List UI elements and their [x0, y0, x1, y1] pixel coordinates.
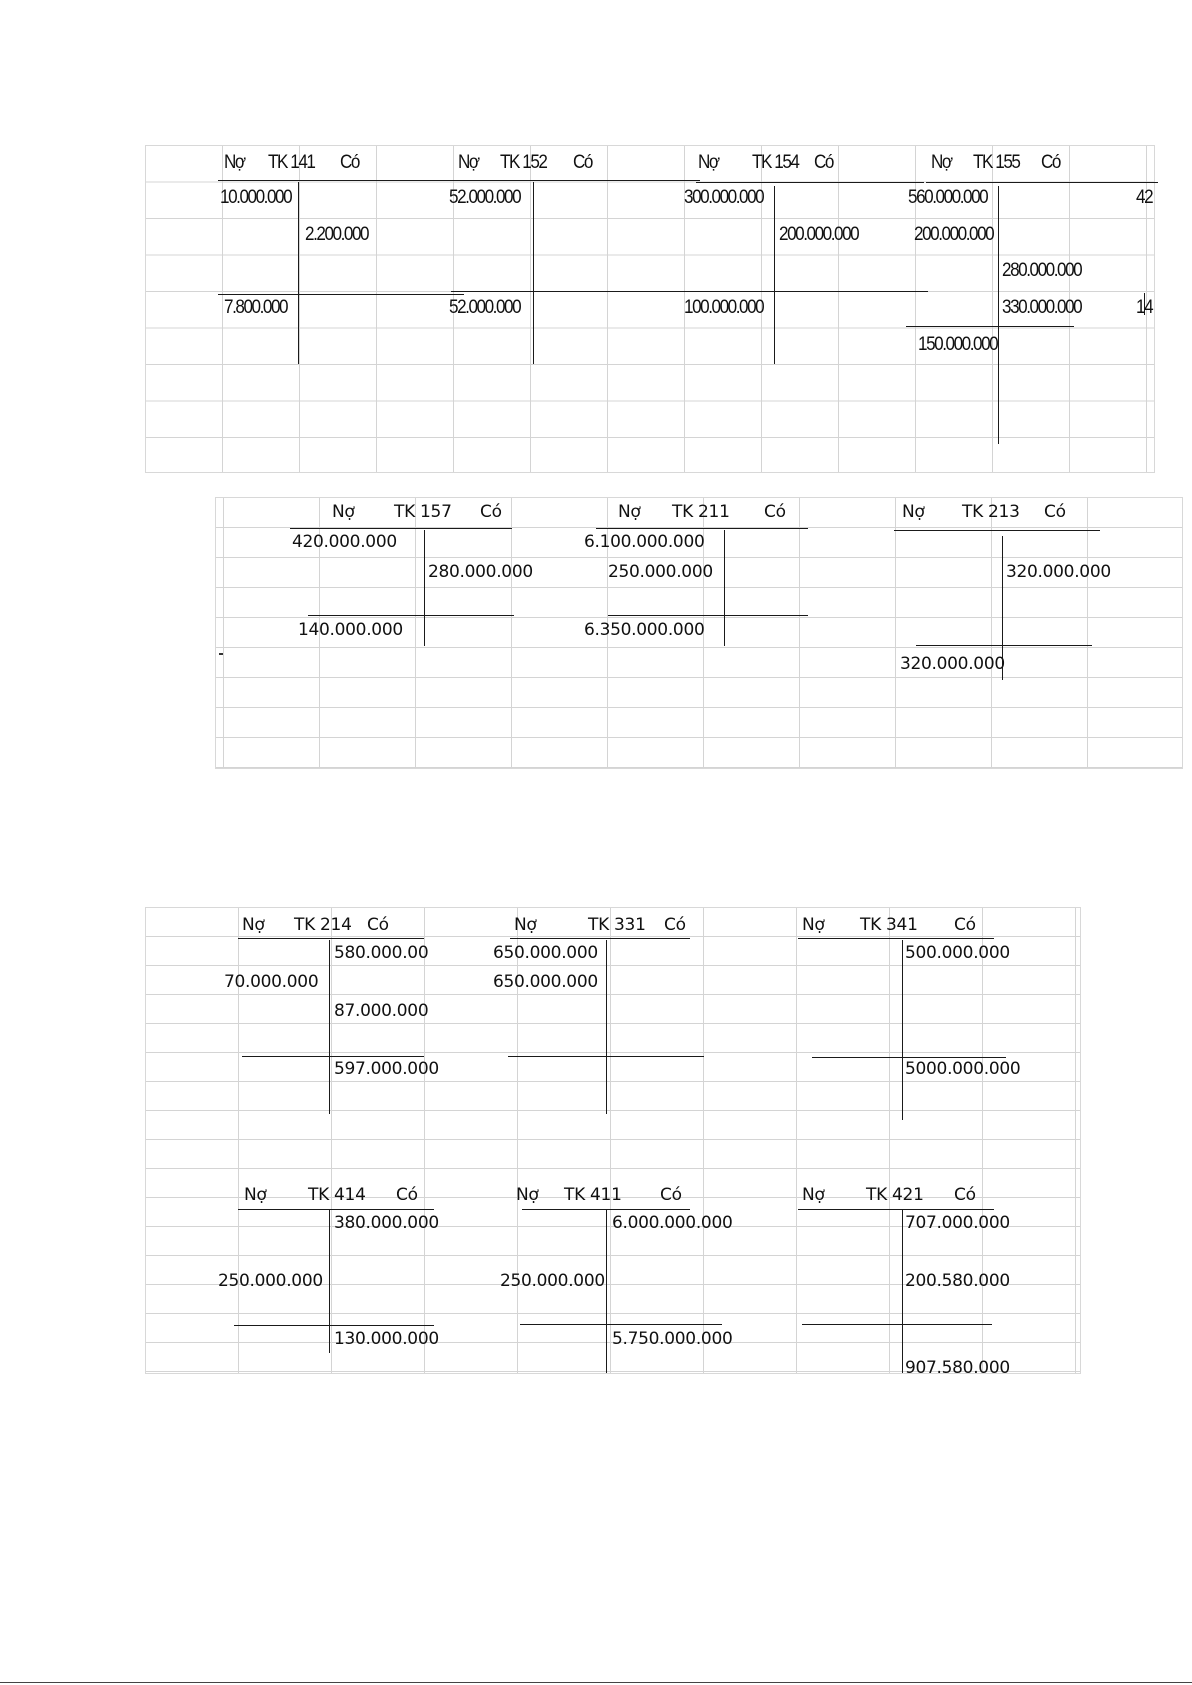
- center-rule: [606, 940, 607, 1114]
- debit-label: Nợ: [332, 502, 355, 522]
- credit-entry-clip: [426, 558, 533, 586]
- debit-entry: 200.000.000: [914, 224, 994, 245]
- balance-rule: [451, 291, 695, 292]
- account-name: TK 341: [860, 915, 918, 935]
- debit-balance: 52.000.000: [449, 297, 521, 318]
- ledger-panel-2: [215, 497, 1183, 769]
- debit-entry: 6.100.000.000: [584, 532, 705, 552]
- debit-entry: 10.000.000: [220, 187, 292, 208]
- clipped-edge-value: 14: [1136, 297, 1153, 318]
- debit-entry: 300.000.000: [684, 187, 764, 208]
- debit-balance: 6.350.000.000: [584, 620, 705, 640]
- credit-entry-clip: [779, 220, 859, 248]
- balance-rule: [234, 1325, 434, 1326]
- header-rule: [798, 1209, 994, 1210]
- debit-label: Nợ: [698, 152, 719, 173]
- debit-label: Nợ: [224, 152, 245, 173]
- credit-label: Có: [954, 915, 976, 935]
- account-name: TK 157: [394, 502, 452, 522]
- debit-label: Nợ: [931, 152, 952, 173]
- credit-label: Có: [1044, 502, 1066, 522]
- debit-balance: 150.000.000: [918, 334, 998, 355]
- debit-entry: 250.000.000: [218, 1271, 323, 1291]
- account-name: TK 211: [672, 502, 730, 522]
- credit-label: Có: [1041, 152, 1060, 173]
- credit-balance: 130.000.000: [334, 1329, 439, 1349]
- credit-balance: 5000.000.000: [905, 1059, 1021, 1079]
- balance-rule: [520, 1324, 722, 1325]
- balance-rule: [308, 615, 514, 616]
- debit-balance: 100.000.000: [684, 297, 764, 318]
- center-rule: [998, 186, 999, 444]
- debit-label: Nợ: [458, 152, 479, 173]
- balance-rule: [242, 1056, 424, 1057]
- credit-entry: 280.000.000: [428, 562, 533, 582]
- debit-entry: 250.000.000: [608, 562, 713, 582]
- header-rule: [510, 938, 690, 939]
- balance-rule: [812, 1057, 1006, 1058]
- credit-label: Có: [573, 152, 592, 173]
- credit-entry: 200.580.000: [905, 1271, 1010, 1291]
- credit-label: Có: [396, 1185, 418, 1205]
- header-rule: [596, 528, 808, 529]
- account-name: TK 155: [973, 152, 1020, 173]
- center-rule: [606, 1209, 607, 1373]
- clipped-edge-value: 42: [1136, 187, 1153, 208]
- debit-entry: 420.000.000: [292, 532, 397, 552]
- account-name: TK 331: [588, 915, 646, 935]
- credit-label: Có: [814, 152, 833, 173]
- credit-entry: 280.000.000: [1002, 260, 1082, 281]
- credit-entry: 87.000.000: [334, 1001, 429, 1021]
- credit-entry: 380.000.000: [334, 1213, 439, 1233]
- account-name: TK 421: [866, 1185, 924, 1205]
- credit-label: Có: [954, 1185, 976, 1205]
- credit-label: Có: [480, 502, 502, 522]
- ledger-panel-3: [145, 907, 1081, 1378]
- debit-label: Nợ: [514, 915, 537, 935]
- balance-rule: [906, 326, 1074, 327]
- credit-label: Có: [764, 502, 786, 522]
- balance-rule: [694, 291, 928, 292]
- debit-entry: 52.000.000: [449, 187, 521, 208]
- header-rule: [696, 182, 924, 183]
- credit-balance: 597.000.000: [334, 1059, 439, 1079]
- credit-entry: 200.000.000: [779, 224, 859, 245]
- credit-label: Có: [660, 1185, 682, 1205]
- credit-entry: 6.000.000.000: [612, 1213, 733, 1233]
- debit-label: Nợ: [244, 1185, 267, 1205]
- header-rule: [454, 180, 700, 181]
- center-rule: [774, 186, 775, 364]
- credit-label: Có: [664, 915, 686, 935]
- center-rule: [724, 530, 725, 646]
- page-bottom-rule: [0, 1682, 1192, 1683]
- account-name: TK 154: [752, 152, 799, 173]
- debit-label: Nợ: [902, 502, 925, 522]
- balance-rule: [608, 615, 808, 616]
- credit-entry: 330.000.000: [1002, 297, 1082, 318]
- header-rule: [894, 530, 1100, 531]
- credit-label: Có: [367, 915, 389, 935]
- debit-entry: 650.000.000: [493, 972, 598, 992]
- center-rule: [902, 940, 903, 1120]
- debit-balance: 7.800.000: [224, 297, 288, 318]
- balance-rule: [802, 1324, 992, 1325]
- center-rule: [902, 1209, 903, 1373]
- account-name: TK 213: [962, 502, 1020, 522]
- center-rule: [329, 1209, 330, 1353]
- debit-label: Nợ: [516, 1185, 539, 1205]
- credit-entry-clip: [1000, 292, 1082, 320]
- debit-label: Nợ: [242, 915, 265, 935]
- stray-mark: [219, 653, 223, 655]
- credit-entry: 320.000.000: [1006, 562, 1111, 582]
- account-name: TK 141: [268, 152, 315, 173]
- account-name: TK 411: [564, 1185, 622, 1205]
- credit-balance: 907.580.000: [905, 1358, 1010, 1378]
- debit-label: Nợ: [618, 502, 641, 522]
- debit-entry: 70.000.000: [224, 972, 319, 992]
- account-name: TK 152: [500, 152, 547, 173]
- balance-rule: [218, 294, 464, 295]
- credit-entry: 707.000.000: [905, 1213, 1010, 1233]
- center-rule: [298, 182, 299, 364]
- debit-label: Nợ: [802, 915, 825, 935]
- debit-entry: 560.000.000: [908, 187, 988, 208]
- header-rule: [218, 180, 456, 181]
- header-rule: [926, 182, 1158, 183]
- balance-rule: [508, 1056, 704, 1057]
- header-rule: [238, 1209, 434, 1210]
- credit-entry: 2.200.000: [305, 224, 369, 245]
- debit-balance: 320.000.000: [900, 654, 1005, 674]
- debit-entry: 650.000.000: [493, 943, 598, 963]
- account-name: TK 414: [308, 1185, 366, 1205]
- account-name: TK 214: [294, 915, 352, 935]
- ledger-panel-1: [145, 145, 1155, 473]
- credit-balance: 5.750.000.000: [612, 1329, 733, 1349]
- header-rule: [290, 528, 512, 529]
- center-rule: [533, 182, 534, 364]
- header-rule: [798, 938, 994, 939]
- header-rule: [238, 938, 424, 939]
- center-rule: [329, 940, 330, 1114]
- center-rule: [424, 530, 425, 646]
- credit-label: Có: [340, 152, 359, 173]
- debit-entry: 250.000.000: [500, 1271, 605, 1291]
- credit-entry: 500.000.000: [905, 943, 1010, 963]
- credit-entry: 580.000.00: [334, 943, 429, 963]
- balance-rule: [916, 645, 1092, 646]
- debit-label: Nợ: [802, 1185, 825, 1205]
- debit-balance: 140.000.000: [298, 620, 403, 640]
